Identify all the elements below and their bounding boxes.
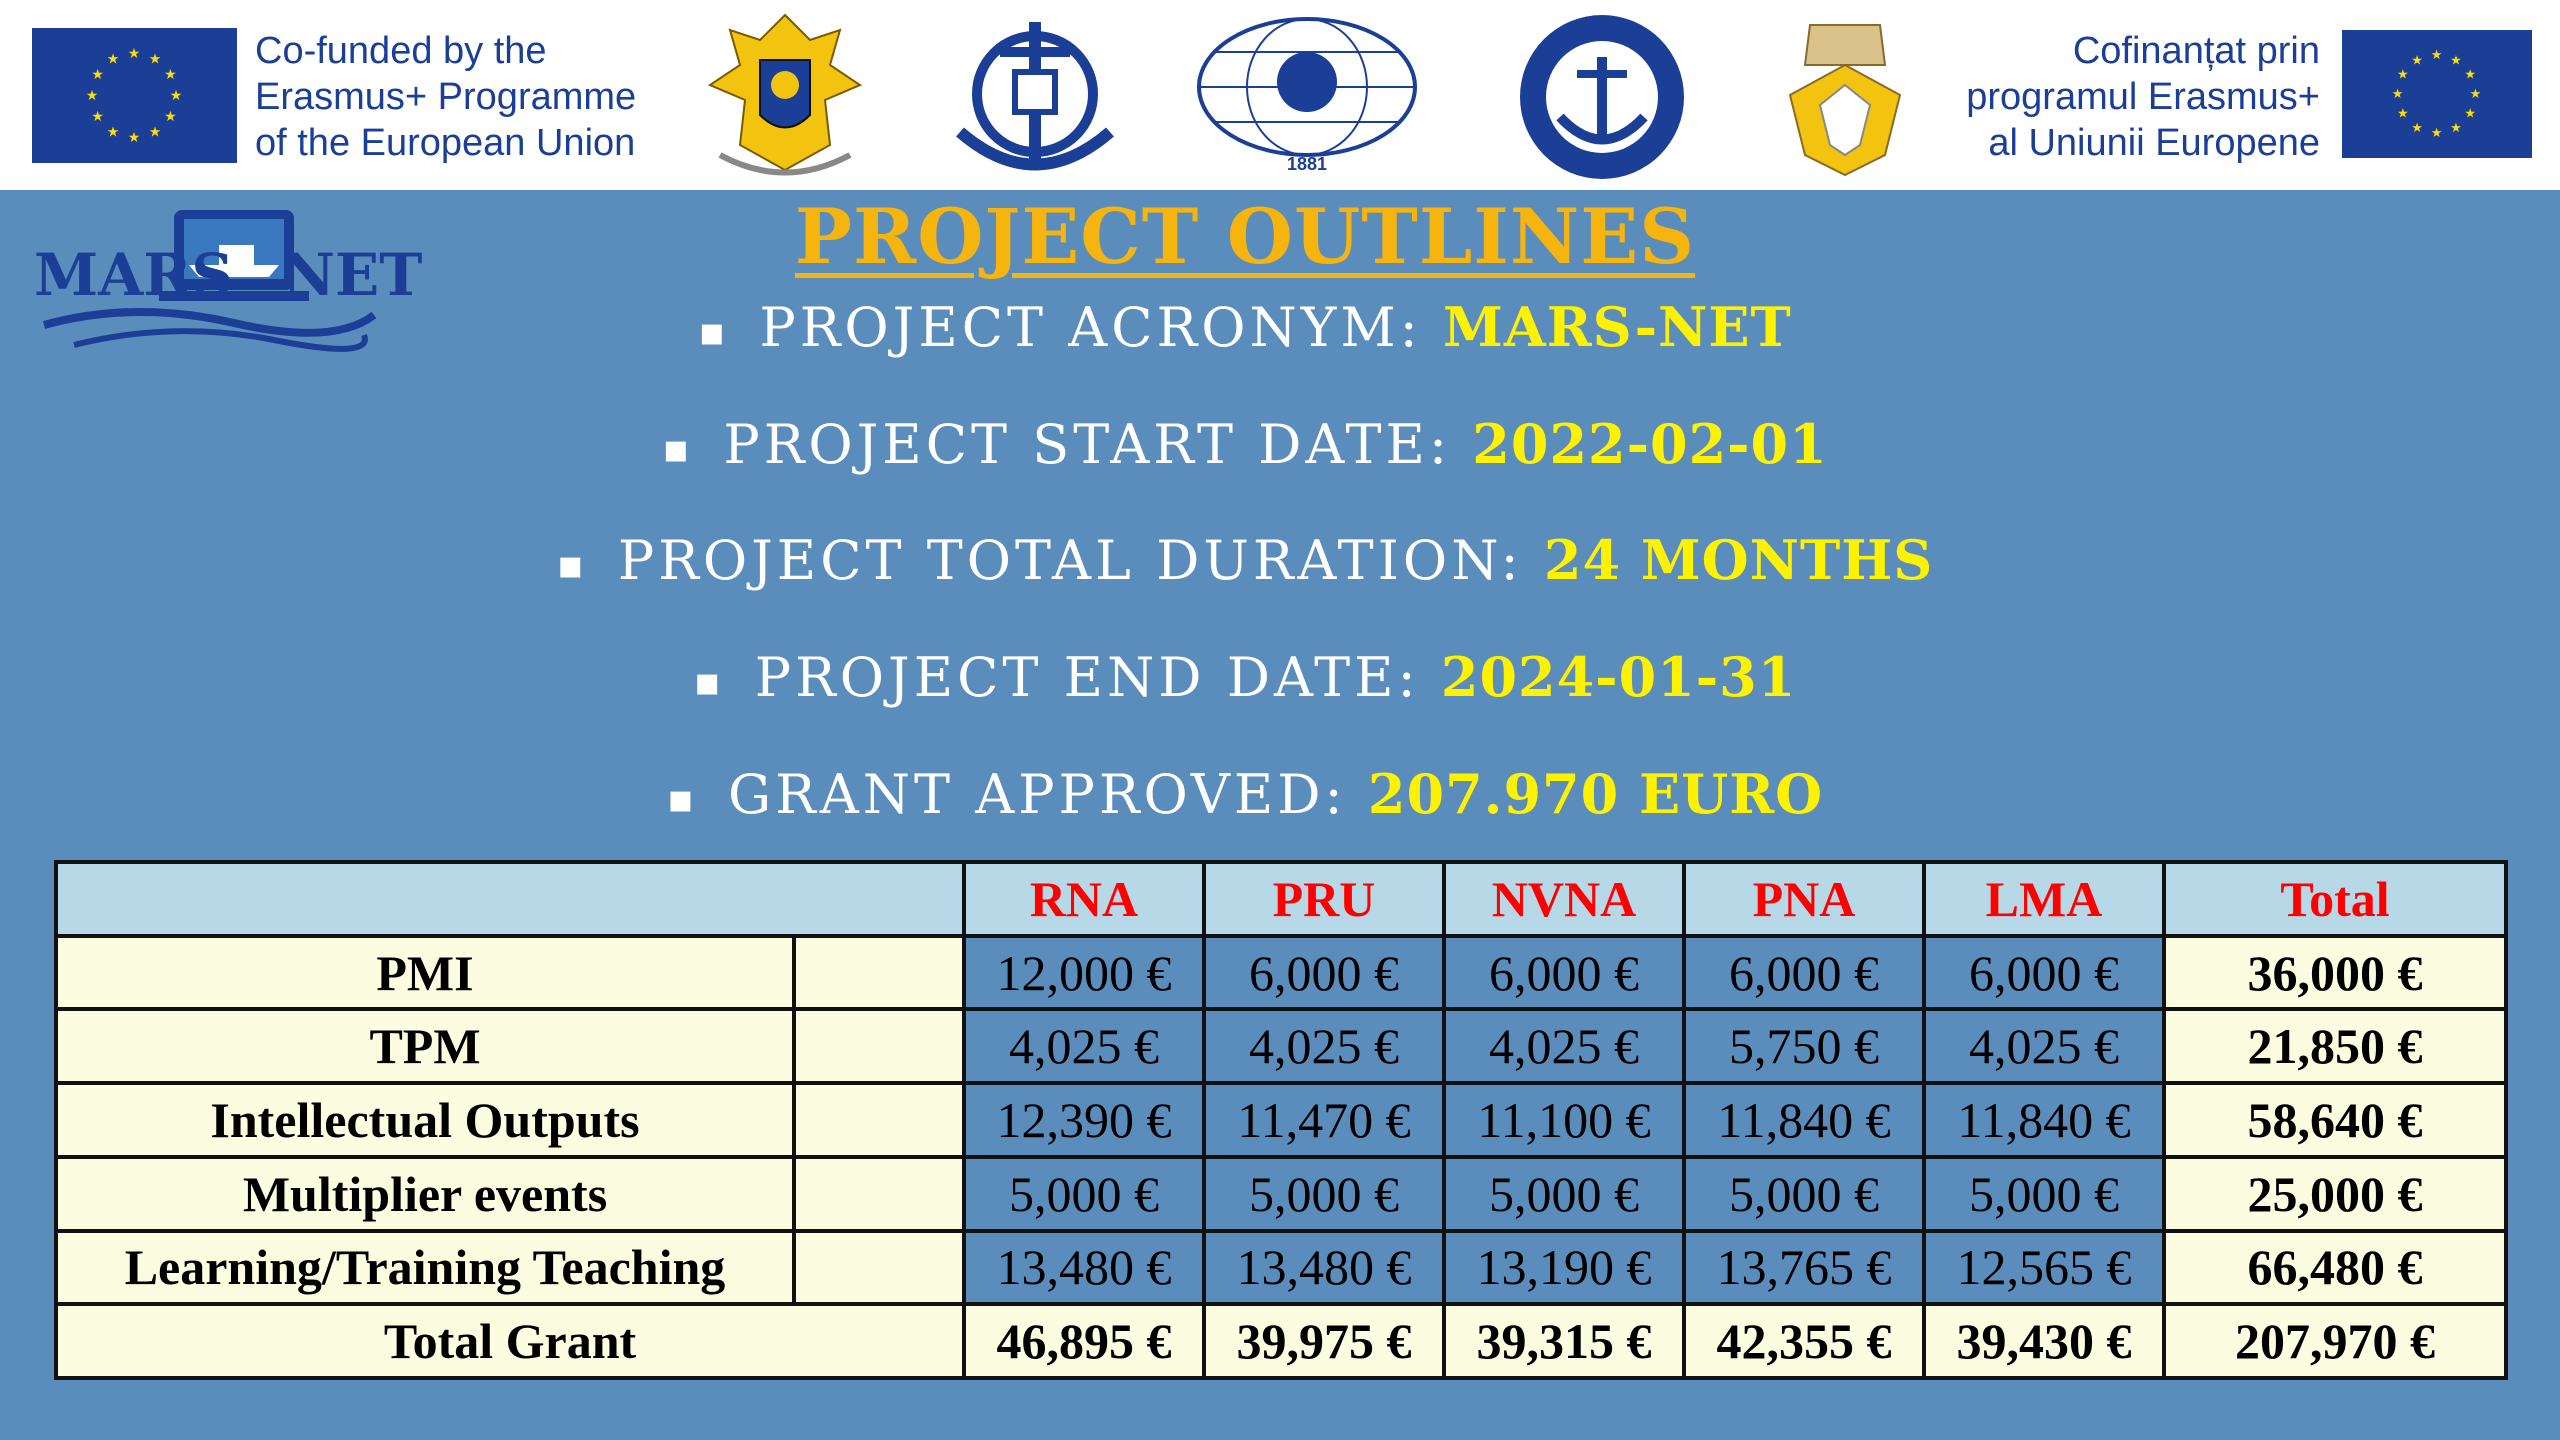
row-total: 58,640 € — [2164, 1083, 2506, 1157]
eu-star-icon: ★ — [2450, 52, 2462, 68]
table-cell: 12,565 € — [1924, 1231, 2164, 1305]
anchor-emblem-icon — [940, 12, 1130, 182]
blank-cell — [794, 1157, 964, 1231]
page-title: PROJECT OUTLINES — [794, 192, 1696, 281]
eu-star-icon: ★ — [2464, 66, 2477, 82]
eu-cofinantat-line-1: Cofinanțat prin — [2072, 30, 2320, 72]
table-cell: 6,000 € — [1444, 936, 1684, 1010]
table-row — [56, 1009, 2506, 1083]
globe-emblem-icon — [1195, 12, 1420, 172]
header-logo-bar — [0, 0, 2560, 190]
table-cell: 11,840 € — [1924, 1083, 2164, 1157]
eu-cofinantat-line-3: al Uniunii Europene — [1988, 122, 2320, 164]
total-grant-row — [56, 1304, 2506, 1378]
row-label: Total Grant — [56, 1304, 964, 1378]
row-label: TPM — [56, 1009, 794, 1083]
column-header: PRU — [1204, 862, 1444, 936]
table-cell: 4,025 € — [1204, 1009, 1444, 1083]
outline-label: PROJECT TOTAL DURATION: — [617, 529, 1523, 592]
eu-star-icon: ★ — [127, 45, 141, 61]
outline-grant — [0, 762, 2490, 826]
eu-cofinantat-line-2: programul Erasmus+ — [1966, 76, 2320, 118]
table-cell: 42,355 € — [1684, 1304, 1924, 1378]
bullet-icon: ▪ — [556, 542, 584, 588]
outline-value: 2024-01-31 — [1440, 645, 1797, 709]
table-cell: 13,190 € — [1444, 1231, 1684, 1305]
outline-start-date — [0, 412, 2490, 476]
eu-star-icon: ★ — [2397, 105, 2409, 121]
column-header: PNA — [1684, 862, 1924, 936]
row-total: 207,970 € — [2164, 1304, 2506, 1378]
row-total: 21,850 € — [2164, 1009, 2506, 1083]
eu-star-icon: ★ — [2397, 66, 2409, 82]
table-cell: 6,000 € — [1684, 936, 1924, 1010]
column-header: RNA — [964, 862, 1204, 936]
eu-star-icon: ★ — [2450, 119, 2462, 135]
globe-emblem-year: 1881 — [1287, 154, 1328, 174]
eu-star-icon: ★ — [2469, 86, 2482, 102]
mars-net-logo-left: MARS — [34, 241, 234, 309]
table-cell: 39,975 € — [1204, 1304, 1444, 1378]
eu-star-icon: ★ — [91, 108, 104, 124]
eu-star-icon: ★ — [2411, 119, 2423, 135]
outline-value: MARS-NET — [1443, 295, 1792, 359]
outline-label: PROJECT START DATE: — [723, 413, 1452, 476]
bullet-icon: ▪ — [662, 426, 690, 472]
column-header: NVNA — [1444, 862, 1684, 936]
blank-cell — [794, 936, 964, 1010]
outline-duration — [0, 528, 2490, 592]
bullet-icon: ▪ — [666, 776, 694, 822]
naval-academy-crest-icon — [700, 5, 870, 185]
eu-star-icon: ★ — [127, 129, 141, 145]
outline-label: GRANT APPROVED: — [727, 763, 1347, 826]
table-header-row — [56, 862, 2506, 936]
row-label: Intellectual Outputs — [56, 1083, 794, 1157]
table-cell: 13,765 € — [1684, 1231, 1924, 1305]
table-cell: 12,000 € — [964, 936, 1204, 1010]
mars-net-logo-right: NET — [282, 241, 423, 309]
table-row — [56, 1231, 2506, 1305]
blank-cell — [794, 1009, 964, 1083]
table-cell: 11,470 € — [1204, 1083, 1444, 1157]
table-cell: 6,000 € — [1924, 936, 2164, 1010]
table-cell: 4,025 € — [1444, 1009, 1684, 1083]
table-cell: 39,315 € — [1444, 1304, 1684, 1378]
eu-star-icon: ★ — [2430, 125, 2443, 141]
table-cell: 39,430 € — [1924, 1304, 2164, 1378]
outline-value: 24 MONTHS — [1543, 528, 1934, 592]
row-total: 36,000 € — [2164, 936, 2506, 1010]
table-cell: 5,000 € — [1684, 1157, 1924, 1231]
table-row — [56, 936, 2506, 1010]
eu-star-icon: ★ — [169, 87, 183, 103]
blank-cell — [794, 1231, 964, 1305]
table-cell: 12,390 € — [964, 1083, 1204, 1157]
table-cell: 11,840 € — [1684, 1083, 1924, 1157]
eu-cofunded-line-3: of the European Union — [255, 122, 636, 164]
outline-acronym — [0, 295, 2490, 359]
row-label: Learning/Training Teaching — [56, 1231, 794, 1305]
eu-star-icon: ★ — [2464, 105, 2477, 121]
table-cell: 5,750 € — [1684, 1009, 1924, 1083]
eu-star-icon: ★ — [2391, 86, 2404, 102]
eu-star-icon: ★ — [91, 66, 104, 82]
piri-reis-university-emblem-icon — [1515, 12, 1690, 182]
column-header: LMA — [1924, 862, 2164, 936]
eu-star-icon: ★ — [148, 123, 162, 140]
column-header: Total — [2164, 862, 2506, 936]
grant-table — [54, 860, 2508, 1380]
outline-label: PROJECT END DATE: — [754, 646, 1420, 709]
table-row — [56, 1083, 2506, 1157]
table-cell: 6,000 € — [1204, 936, 1444, 1010]
table-cell: 5,000 € — [1444, 1157, 1684, 1231]
table-cell: 13,480 € — [964, 1231, 1204, 1305]
table-cell: 5,000 € — [1204, 1157, 1444, 1231]
table-cell: 5,000 € — [964, 1157, 1204, 1231]
eu-star-icon: ★ — [148, 50, 162, 67]
blank-cell — [794, 1083, 964, 1157]
row-total: 66,480 € — [2164, 1231, 2506, 1305]
bullet-icon: ▪ — [698, 309, 726, 355]
table-cell: 46,895 € — [964, 1304, 1204, 1378]
eu-star-icon: ★ — [164, 108, 177, 124]
eu-star-icon: ★ — [106, 50, 120, 67]
row-label: Multiplier events — [56, 1157, 794, 1231]
eu-star-icon: ★ — [2411, 52, 2423, 68]
row-label: PMI — [56, 936, 794, 1010]
eu-cofunded-line-1: Co-funded by the — [255, 30, 547, 72]
eagle-crest-icon — [1770, 5, 1920, 185]
outline-value: 2022-02-01 — [1472, 412, 1828, 476]
eu-flag-icon — [2342, 30, 2532, 158]
outline-end-date — [0, 645, 2490, 709]
eu-star-icon: ★ — [85, 87, 99, 103]
eu-star-icon: ★ — [164, 66, 177, 82]
outline-label: PROJECT ACRONYM: — [759, 296, 1422, 359]
bullet-icon: ▪ — [693, 659, 721, 705]
table-cell: 4,025 € — [1924, 1009, 2164, 1083]
eu-cofunded-line-2: Erasmus+ Programme — [255, 76, 637, 118]
table-cell: 5,000 € — [1924, 1157, 2164, 1231]
eu-cofinantat-text — [1960, 28, 2320, 166]
eu-star-icon: ★ — [106, 123, 120, 140]
eu-cofunded-text — [255, 28, 636, 166]
table-header-blank — [56, 862, 964, 936]
table-cell: 4,025 € — [964, 1009, 1204, 1083]
table-cell: 11,100 € — [1444, 1083, 1684, 1157]
eu-star-icon: ★ — [2430, 47, 2443, 63]
eu-flag-icon — [32, 28, 237, 163]
table-cell: 13,480 € — [1204, 1231, 1444, 1305]
outline-value: 207.970 EURO — [1367, 762, 1824, 826]
table-row — [56, 1157, 2506, 1231]
row-total: 25,000 € — [2164, 1157, 2506, 1231]
